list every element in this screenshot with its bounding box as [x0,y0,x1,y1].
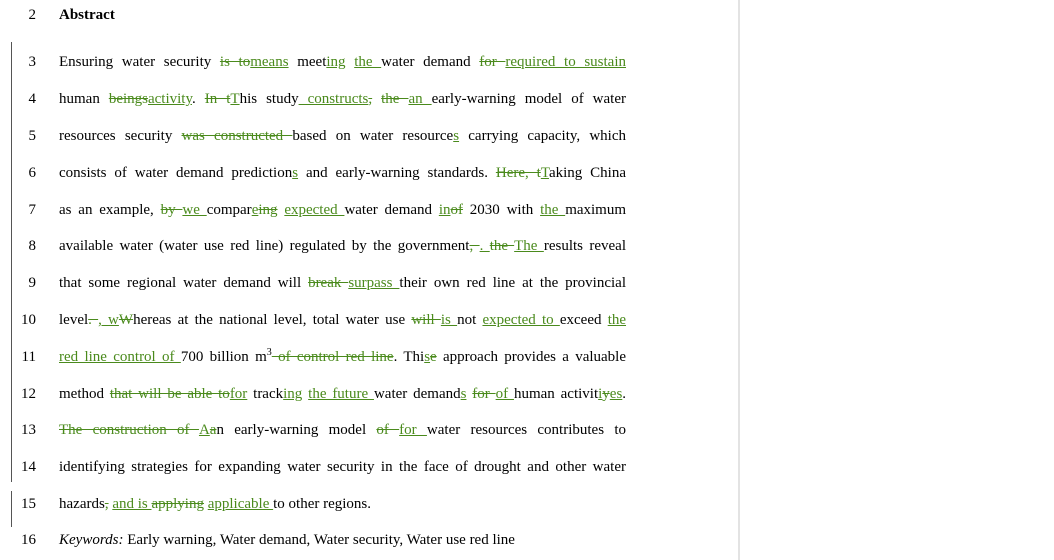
tracked-insertion: the [540,202,566,218]
text-line [0,418,738,442]
tracked-insertion: the [607,312,627,328]
text-run: to other regions. [273,496,372,512]
text-run: human activit [513,386,599,402]
text-run: not [457,312,483,328]
text-run: . [622,386,627,402]
text-line [0,198,738,222]
tracked-insertion: for [229,386,248,402]
text-run: aking China [548,165,627,181]
line-text[interactable] [59,87,626,111]
tracked-deletion: of [376,422,400,438]
text-run: water resources contributes to [426,422,626,438]
tracked-deletion: , [104,496,109,512]
line-number: 6 [28,165,36,181]
line-number: 13 [21,422,36,438]
tracked-deletion: W [118,312,134,328]
tracked-insertion: . [479,238,490,254]
text-run: hereas at the national level, total water use [133,312,412,328]
keywords-text[interactable] [59,528,626,552]
line-text[interactable] [59,271,626,295]
text-run: based on water resource [292,128,454,144]
tracked-deletion: was constructed [181,128,293,144]
tracked-insertion: the future [308,386,374,402]
tracked-insertion: required to sustain [505,54,627,70]
line-text[interactable] [59,345,626,369]
text-run: maximum [565,202,627,218]
tracked-insertion: applicable [207,496,274,512]
tracked-insertion: and is [112,496,152,512]
text-line [0,382,738,406]
text-run [346,54,355,70]
text-line [0,492,738,516]
line-text[interactable] [59,308,626,332]
line-text[interactable] [59,198,626,222]
tracked-deletion: e [430,349,437,365]
text-run: his study [239,91,299,107]
text-run: Ensuring water security [59,54,220,70]
text-run: method [59,386,110,402]
tracked-deletion: In t [204,91,231,107]
tracked-deletion: is to [219,54,251,70]
text-run: and early-warning standards. [298,165,496,181]
tracked-insertion: e [251,202,259,218]
text-run: their own red line at the provincial [399,275,626,291]
tracked-deletion: y [602,386,610,402]
line-number: 2 [28,7,36,23]
tracked-insertion: ing [283,386,303,402]
tracked-deletion: a [209,422,217,438]
text-run: water demand [381,54,480,70]
keywords-line [0,528,738,552]
text-run: . [192,91,205,107]
superscript: 3 [266,347,272,358]
tracked-deletion: beings [108,91,148,107]
text-run: hazards [59,496,105,512]
tracked-insertion: the [354,54,382,70]
text-run: 700 billion m [180,349,267,365]
tracked-insertion: in [438,202,451,218]
text-run: available water (water use red line) regulated by the government [59,238,470,254]
text-run: identifying strategies for expanding water security in the face of drought and other water [59,459,626,475]
line-number: 15 [21,496,36,512]
text-run: compar [206,202,252,218]
line-text[interactable] [59,50,626,74]
line-text[interactable] [59,492,626,516]
tracked-insertion: s [292,165,299,181]
line-text[interactable] [59,124,626,148]
text-run: . Thi [393,349,425,365]
text-run: meet [288,54,327,70]
tracked-insertion: means [250,54,289,70]
text-line [0,455,738,479]
keywords-label: Keywords: [59,532,124,548]
tracked-insertion: of [495,386,514,402]
text-line [0,234,738,258]
text-line [0,87,738,111]
line-number: 3 [28,54,36,70]
right-margin-area [740,0,1054,560]
line-text[interactable] [59,418,626,442]
tracked-deletion: the [381,91,409,107]
line-text[interactable] [59,382,626,406]
tracked-deletion: ing [258,202,278,218]
text-run: water demand [344,202,439,218]
text-line [0,124,738,148]
text-run: level [59,312,89,328]
text-line [0,308,738,332]
tracked-insertion: is [440,312,458,328]
line-number: 4 [28,91,36,107]
line-number: 16 [21,532,36,548]
tracked-insertion: an [408,91,432,107]
text-run [372,91,381,107]
tracked-insertion: for [399,422,427,438]
line-number: 14 [21,459,36,475]
tracked-insertion: T [540,165,549,181]
tracked-deletion: that will be able to [109,386,230,402]
text-run: that some regional water demand will [59,275,309,291]
text-run: as an example, [59,202,161,218]
line-number: 5 [28,128,36,144]
tracked-insertion: expected [284,202,345,218]
abstract-heading[interactable]: Abstract [59,7,115,23]
line-number: 9 [28,275,36,291]
keywords-value: Early warning, Water demand, Water security, Water use red line [123,532,515,548]
tracked-deletion: Here, t [495,165,541,181]
tracked-deletion: . [88,312,99,328]
tracked-insertion: The [514,238,544,254]
tracked-deletion: of control red line [271,349,394,365]
tracked-deletion: break [308,275,349,291]
tracked-insertion: constructs [298,91,369,107]
tracked-insertion: red line control of [59,349,181,365]
tracked-insertion: s [424,349,431,365]
line-number: 11 [21,349,36,365]
tracked-deletion: The construction of [59,422,199,438]
text-run: consists of water demand prediction [59,165,293,181]
text-line [0,161,738,185]
text-line [0,50,738,74]
tracked-insertion: es [609,386,623,402]
tracked-insertion: s [460,386,467,402]
text-run: human [59,91,109,107]
text-run: exceed [559,312,608,328]
tracked-deletion: for [479,54,506,70]
tracked-deletion: for [472,386,496,402]
text-run: track [247,386,284,402]
tracked-deletion: applying [151,496,204,512]
tracked-insertion: activity [147,91,192,107]
text-run: results reveal [543,238,626,254]
tracked-deletion: the [489,238,515,254]
text-line [0,345,738,369]
tracked-insertion: i [598,386,603,402]
line-number: 10 [21,312,36,328]
text-line [0,271,738,295]
line-number: 7 [28,202,36,218]
tracked-deletion: will [411,312,441,328]
text-run: 2030 with [463,202,541,218]
text-run: approach provides a valuable [436,349,626,365]
tracked-deletion: , [368,91,373,107]
tracked-deletion: by [160,202,183,218]
tracked-insertion: , w [98,312,119,328]
line-text[interactable] [59,234,626,258]
tracked-insertion: we [182,202,207,218]
line-text[interactable] [59,455,626,479]
tracked-deletion: , [469,238,480,254]
tracked-insertion: ing [326,54,346,70]
abstract-heading-line [0,3,738,27]
tracked-insertion: surpass [348,275,400,291]
tracked-deletion: of [450,202,463,218]
text-run: carrying capacity, which [459,128,627,144]
line-text[interactable] [59,161,626,185]
line-number: 12 [21,386,36,402]
tracked-insertion: A [198,422,210,438]
line-number: 8 [28,238,36,254]
text-run: n early-warning model [216,422,377,438]
text-run: early-warning model of water [431,91,626,107]
tracked-insertion: s [453,128,460,144]
text-run: resources security [59,128,182,144]
tracked-insertion: T [230,91,240,107]
text-run: water demand [373,386,461,402]
tracked-insertion: expected to [482,312,560,328]
